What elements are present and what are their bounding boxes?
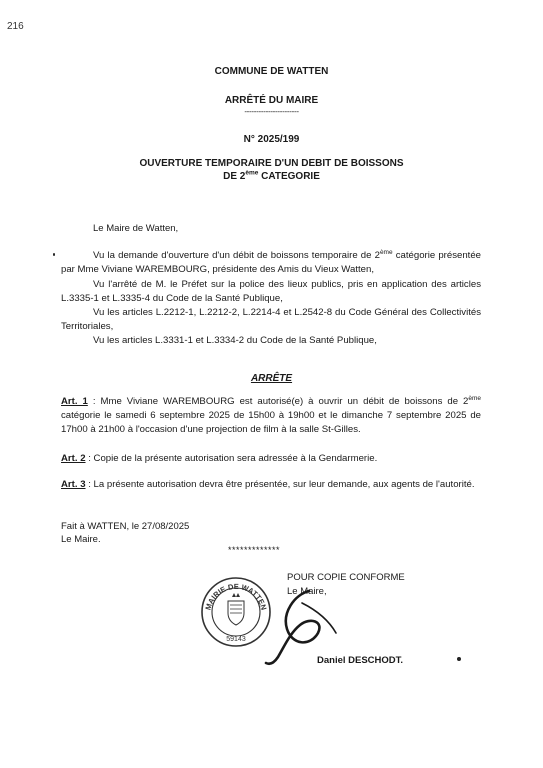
copy-title: Le Maire, xyxy=(287,586,327,597)
signatory-title: Le Maire. xyxy=(61,534,101,545)
subject-line-1: OUVERTURE TEMPORAIRE D'UN DEBIT DE BOISSONS xyxy=(139,158,404,169)
arrete-heading: ARRÊTE xyxy=(250,373,293,384)
commune-heading: COMMUNE DE WATTEN xyxy=(214,66,329,77)
article-1-label: Art. 1 xyxy=(61,396,88,407)
vu-paragraph-1: Vu la demande d'ouverture d'un débit de boissons temporaire de 2ème catégorie présentée par Mme Viviane WAREMBOURG, présidente des Amis du Vieux Watten, xyxy=(61,248,481,276)
coat-of-arms-icon xyxy=(228,593,244,625)
signatory-name: Daniel DESCHODT. xyxy=(317,655,404,666)
article-2-label: Art. 2 xyxy=(61,453,86,464)
article-3: Art. 3 : La présente autorisation devra être présentée, sur leur demande, aux agents de l'autorité. xyxy=(61,479,475,490)
page-number: 216 xyxy=(7,21,24,32)
article-1: Art. 1 : Mme Viviane WAREMBOURG est autorisé(e) à ouvrir un débit de boissons de 2ème catégorie le samedi 6 septembre 2025 de 15h00 à 19h00 et le dimanche 7 septembre 2025 de 17h00 à 21h00 à l'occasion d'une projection de film à la salle St-Gilles. xyxy=(61,394,482,436)
article-3-label: Art. 3 xyxy=(61,479,86,490)
article-2: Art. 2 : Copie de la présente autorisation sera adressée à la Gendarmerie. xyxy=(61,453,378,464)
vu-paragraph-3: Vu les articles L.2212-1, L.2212-2, L.2214-4 et L.2542-8 du Code Général des Collectivités Territoriales, xyxy=(61,307,481,333)
place-date: Fait à WATTEN, le 27/08/2025 xyxy=(61,521,190,532)
vu-paragraph-4: Vu les articles L.3331-1 et L.3334-2 du Code de la Santé Publique, xyxy=(93,335,377,346)
copy-conforme: POUR COPIE CONFORME xyxy=(287,572,405,583)
title-separator: ----------------------- xyxy=(244,107,299,116)
arrete-number: N° 2025/199 xyxy=(243,134,300,145)
stamp-postcode: 59143 xyxy=(226,636,246,643)
subject-line-2: DE 2ème CATEGORIE xyxy=(223,169,320,182)
stars-separator: ************* xyxy=(228,545,281,555)
scan-speck xyxy=(53,253,55,256)
opening-line: Le Maire de Watten, xyxy=(93,223,179,234)
stamp-ring-text: MAIRIE DE WATTEN xyxy=(203,581,269,612)
vu-paragraph-2: Vu l'arrêté de M. le Préfet sur la police des lieux publics, pris en application des articles L.3335-1 et L.3335-4 du Code de la Santé Publique, xyxy=(61,279,481,305)
scan-speck xyxy=(457,657,461,661)
arrete-title: ARRÊTÉ DU MAIRE xyxy=(224,95,319,106)
